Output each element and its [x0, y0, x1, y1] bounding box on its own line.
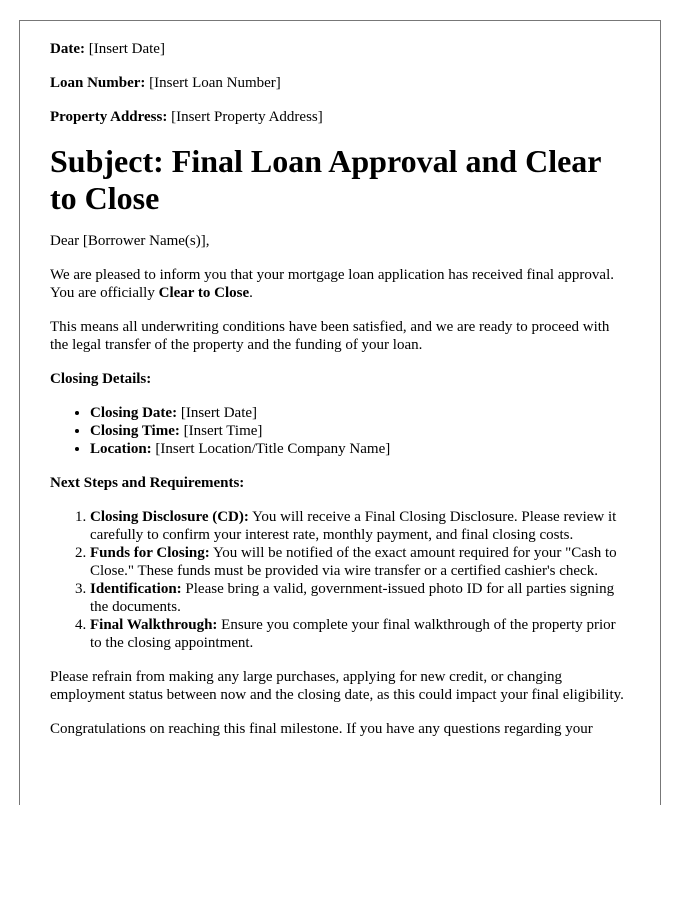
closing-time-item: [90, 422, 630, 440]
step-text: Ensure you complete your final walkthrough of the property prior to the closing appointment.: [90, 617, 616, 651]
step-text: Please bring a valid, government-issued photo ID for all parties signing the documents.: [90, 581, 615, 615]
closing-time-label: Closing Time:: [90, 423, 180, 439]
date-label: Date:: [50, 41, 85, 57]
letter-page: [19, 20, 661, 805]
meaning-paragraph: This means all underwriting conditions have been satisfied, and we are ready to proceed with the legal transfer of the property and the funding of your loan.: [50, 319, 610, 353]
caution-paragraph: Please refrain from making any large purchases, applying for new credit, or changing employment status between now and the closing date, as this could impact your final eligibility.: [50, 669, 624, 703]
step-text: You will be notified of the exact amount required for your "Cash to Close." These funds must be provided via wire transfer or a certified cashier's check.: [90, 545, 617, 579]
property-address-value: [Insert Property Address]: [171, 109, 323, 125]
loan-number-value: [Insert Loan Number]: [149, 75, 281, 91]
next-steps-list: [50, 508, 630, 652]
location-label: Location:: [90, 441, 152, 457]
step-label: Final Walkthrough:: [90, 617, 218, 633]
closing-details-list: [50, 404, 630, 458]
intro-paragraph: [50, 266, 630, 302]
loan-number-line: [50, 74, 630, 92]
next-steps-heading: Next Steps and Requirements:: [50, 475, 245, 491]
closing-date-value: [Insert Date]: [180, 405, 258, 421]
salutation: Dear [Borrower Name(s)],: [50, 233, 210, 249]
step-label: Identification:: [90, 581, 182, 597]
step-closing-disclosure: [90, 508, 630, 544]
step-final-walkthrough: [90, 616, 630, 652]
step-funds-for-closing: [90, 544, 630, 580]
date-value: [Insert Date]: [88, 41, 165, 57]
closing-date-item: [90, 404, 630, 422]
location-item: [90, 440, 630, 458]
date-line: [50, 40, 630, 58]
loan-number-label: Loan Number:: [50, 75, 146, 91]
step-identification: [90, 580, 630, 616]
intro-end: .: [249, 285, 253, 301]
intro-text: We are pleased to inform you that your mortgage loan application has received final approval. You are officially: [50, 267, 615, 301]
property-address-line: [50, 108, 630, 126]
step-label: Closing Disclosure (CD):: [90, 509, 249, 525]
closing-date-label: Closing Date:: [90, 405, 178, 421]
step-label: Funds for Closing:: [90, 545, 210, 561]
property-address-label: Property Address:: [50, 109, 168, 125]
congratulations-paragraph: Congratulations on reaching this final milestone. If you have any questions regarding your: [50, 721, 593, 737]
subject-heading: Subject: Final Loan Approval and Clear to Close: [50, 143, 601, 216]
closing-time-value: [Insert Time]: [183, 423, 263, 439]
closing-details-heading: Closing Details:: [50, 371, 152, 387]
location-value: [Insert Location/Title Company Name]: [155, 441, 391, 457]
clear-to-close-emphasis: Clear to Close: [158, 285, 250, 301]
step-text: You will receive a Final Closing Disclosure. Please review it carefully to confirm your interest rate, monthly payment, and final closing costs.: [90, 509, 617, 543]
